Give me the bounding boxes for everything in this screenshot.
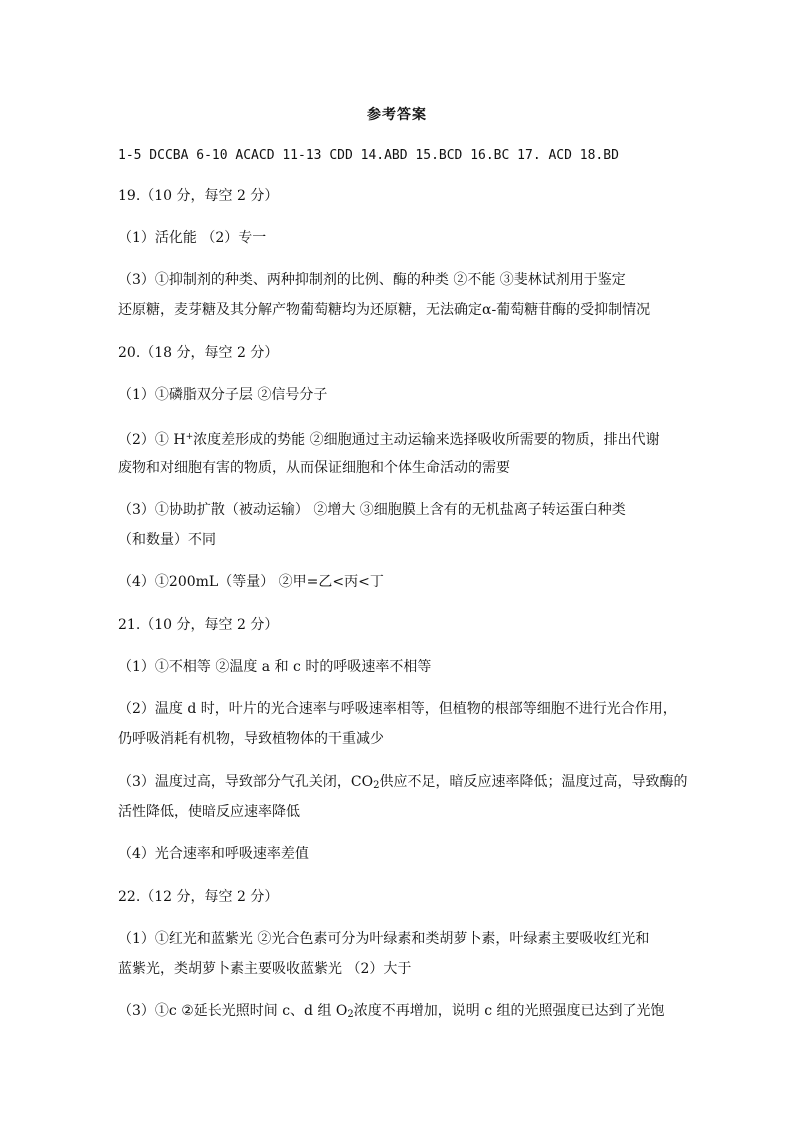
- q22-line-2: 蓝紫光，类胡萝卜素主要吸收蓝紫光 （2）大于: [118, 961, 412, 977]
- q19-header: 19.（10 分，每空 2 分）: [118, 188, 279, 204]
- q22-header: 22.（12 分，每空 2 分）: [118, 889, 279, 905]
- q20-line-2: [118, 427, 688, 450]
- q20-line-4: （3）①协助扩散（被动运输） ②增大 ③细胞膜上含有的无机盐离子转运蛋白种类: [118, 502, 626, 518]
- q21-line-1: （1）①不相等 ②温度 a 和 c 时的呼吸速率不相等: [118, 659, 432, 675]
- q20-line-2b: 浓度差形成的势能 ②细胞通过主动运输来选择吸收所需要的物质，排出代谢: [193, 432, 660, 448]
- subscript: 2: [347, 1009, 354, 1020]
- q21-line-4b: 供应不足，暗反应速率降低；温度过高，导致酶的: [379, 774, 688, 790]
- q22-line-3: [118, 1001, 688, 1025]
- q21-line-4: [118, 772, 688, 796]
- q20-line-2a: （2）① H: [118, 432, 186, 448]
- q20-line-3: 废物和对细胞有害的物质，从而保证细胞和个体生命活动的需要: [118, 460, 510, 476]
- q19-line-1: （1）活化能 （2）专一: [118, 230, 267, 246]
- q20-header: 20.（18 分，每空 2 分）: [118, 345, 279, 361]
- q21-header: 21.（10 分，每空 2 分）: [118, 617, 279, 633]
- superscript: +: [185, 432, 194, 442]
- subscript: 2: [373, 780, 380, 791]
- q19-line-2: （3）①抑制剂的种类、两种抑制剂的比例、酶的种类 ②不能 ③斐林试剂用于鉴定: [118, 272, 626, 288]
- q22-line-3b: 浓度不再增加，说明 c 组的光照强度已达到了光饱: [353, 1003, 665, 1019]
- q21-line-5: 活性降低，使暗反应速率降低: [118, 804, 300, 820]
- q21-line-2: （2）温度 d 时，叶片的光合速率与呼吸速率相等，但植物的根部等细胞不进行光合作用，: [118, 701, 677, 717]
- q20-line-5: （和数量）不同: [118, 532, 216, 548]
- page-title: 参考答案: [367, 107, 427, 123]
- q21-line-3: 仍呼吸消耗有机物，导致植物体的干重减少: [118, 731, 384, 747]
- q22-line-1: （1）①红光和蓝紫光 ②光合色素可分为叶绿素和类胡萝卜素，叶绿素主要吸收红光和: [118, 931, 650, 947]
- q19-line-3: 还原糖，麦芽糖及其分解产物葡萄糖均为还原糖，无法确定α-葡萄糖苷酶的受抑制情况: [118, 302, 651, 318]
- q21-line-6: （4）光合速率和呼吸速率差值: [118, 846, 309, 862]
- q20-line-6: （4）①200mL（等量） ②甲=乙<丙<丁: [118, 574, 384, 590]
- q21-line-4a: （3）温度过高，导致部分气孔关闭，CO: [118, 774, 374, 790]
- choice-answers: 1-5 DCCBA 6-10 ACACD 11-13 CDD 14.ABD 15.BCD 16.BC 17. ACD 18.BD: [118, 148, 619, 163]
- q22-line-3a: （3）①c ②延长光照时间 c、d 组 O: [118, 1003, 348, 1019]
- q20-line-1: （1）①磷脂双分子层 ②信号分子: [118, 387, 328, 403]
